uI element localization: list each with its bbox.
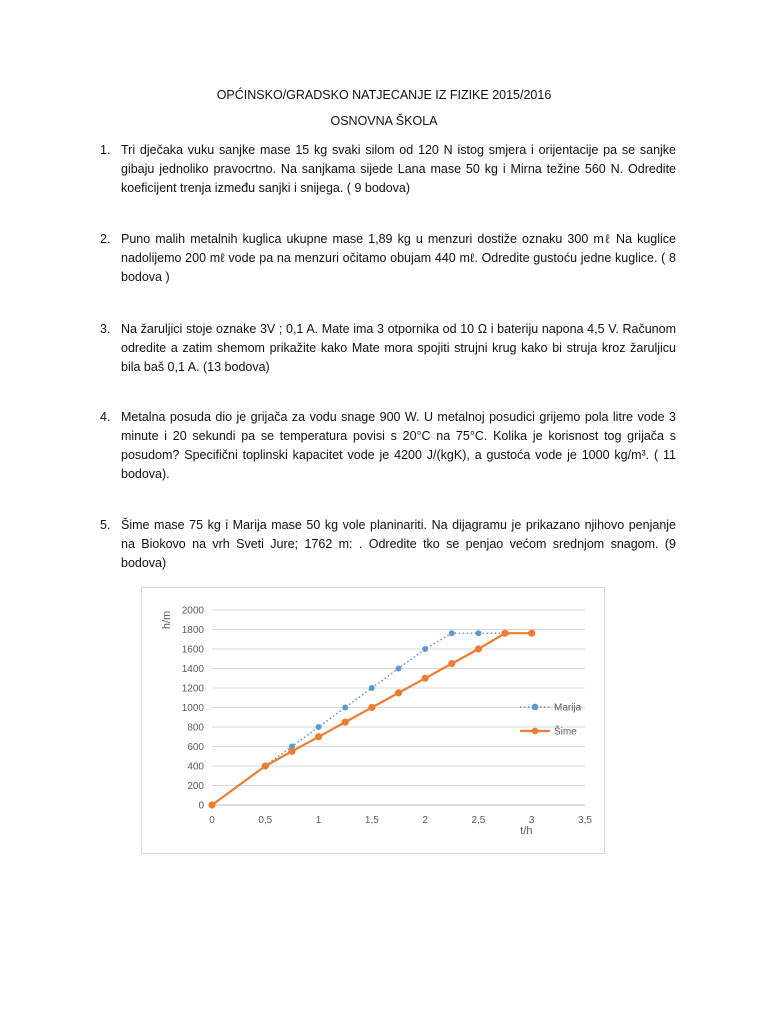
data-point bbox=[449, 630, 455, 636]
x-tick-label: 3,5 bbox=[578, 815, 592, 826]
series-line-1 bbox=[212, 633, 532, 805]
data-point bbox=[395, 689, 402, 696]
problem-number: 5. bbox=[100, 518, 111, 532]
y-tick-label: 1800 bbox=[181, 625, 204, 636]
y-tick-label: 200 bbox=[187, 781, 204, 792]
x-tick-label: 2,5 bbox=[471, 815, 486, 826]
document-subtitle: OSNOVNA ŠKOLA bbox=[330, 114, 438, 128]
y-axis-label: h/m bbox=[161, 610, 173, 630]
data-point bbox=[368, 704, 375, 711]
problem-number: 3. bbox=[100, 322, 111, 336]
x-tick-label: 3 bbox=[528, 815, 535, 826]
y-tick-label: 0 bbox=[198, 800, 204, 812]
data-point bbox=[342, 705, 348, 711]
problem-3 bbox=[100, 320, 676, 377]
y-tick-label: 800 bbox=[187, 722, 204, 734]
y-tick-label: 1400 bbox=[181, 664, 204, 675]
data-point bbox=[475, 645, 482, 652]
legend-swatch-marker bbox=[532, 704, 539, 711]
problem-4 bbox=[100, 408, 676, 484]
legend-swatch-marker bbox=[532, 728, 539, 735]
y-tick-label: 1000 bbox=[181, 703, 204, 714]
y-tick-label: 400 bbox=[187, 761, 204, 773]
height-time-chart bbox=[141, 587, 605, 854]
legend-label: Marija bbox=[554, 702, 582, 714]
x-tick-label: 1,5 bbox=[364, 815, 379, 826]
problem-number: 1. bbox=[100, 143, 111, 157]
data-point bbox=[501, 630, 508, 637]
legend-label: Šime bbox=[554, 726, 577, 738]
y-tick-label: 600 bbox=[187, 742, 204, 753]
y-tick-label: 1200 bbox=[181, 683, 204, 695]
x-axis-label: t/h bbox=[520, 825, 533, 837]
data-point bbox=[475, 630, 481, 636]
data-point bbox=[369, 685, 375, 691]
data-point bbox=[342, 719, 349, 726]
y-tick-label: 1600 bbox=[181, 644, 204, 656]
problem-text: Šime mase 75 kg i Marija mase 50 kg vole planinariti. Na dijagramu je prikazano njihovo penjanje na Biokovo na vrh Sveti Jure; 1762 m: . Odredite tko se penjao većom srednjom snagom. (9 bodova) bbox=[121, 518, 676, 570]
document-title: OPĆINSKO/GRADSKO NATJECANJE IZ FIZIKE 2015/2016 bbox=[216, 88, 552, 102]
x-tick-label: 0,5 bbox=[258, 815, 273, 826]
data-point bbox=[316, 724, 322, 730]
problem-text: Puno malih metalnih kuglica ukupne mase 1,89 kg u menzuri dostiže oznaku 300 mℓ Na kuglice nadolijemo 200 mℓ vode pa na menzuri očitamo obujam 440 mℓ. Odredite gustoću jedne kuglice. ( 8 bodova ) bbox=[121, 232, 676, 284]
problem-text: Na žaruljici stoje oznake 3V ; 0,1 A. Mate ima 3 otpornika od 10 Ω i bateriju napona 4,5 V. Računom odredite a zatim shemom prikažite kako Mate mora spojiti strujni krug kako bi struja kroz žaruljicu bila baš 0,1 A. (13 bodova) bbox=[121, 322, 676, 374]
data-point bbox=[448, 660, 455, 667]
problem-5 bbox=[100, 516, 676, 573]
data-point bbox=[422, 675, 429, 682]
problem-number: 4. bbox=[100, 410, 111, 424]
data-point bbox=[396, 666, 402, 672]
problem-number: 2. bbox=[100, 232, 111, 246]
x-tick-label: 2 bbox=[422, 815, 428, 826]
y-tick-label: 2000 bbox=[181, 605, 204, 617]
data-point bbox=[262, 762, 269, 769]
chart-svg bbox=[142, 588, 604, 853]
problem-text: Tri dječaka vuku sanjke mase 15 kg svaki silom od 120 N istog smjera i orijentacije pa se sanjke gibaju jednoliko pravocrtno. Na sanjkama sijede Lana mase 50 kg i Mirna težine 560 N. Odredite koeficijent trenja između sanjki i snijega. ( 9 bodova) bbox=[121, 143, 676, 195]
data-point bbox=[315, 733, 322, 740]
x-tick-label: 0 bbox=[209, 815, 215, 826]
data-point bbox=[422, 646, 428, 652]
data-point bbox=[288, 748, 295, 755]
data-point bbox=[528, 630, 535, 637]
x-tick-label: 1 bbox=[315, 815, 322, 826]
problem-1 bbox=[100, 141, 676, 198]
problem-2 bbox=[100, 230, 676, 287]
data-point bbox=[208, 801, 215, 808]
problem-text: Metalna posuda dio je grijača za vodu snage 900 W. U metalnoj posudici grijemo pola litre vode 3 minute i 20 sekundi pa se temperatura povisi s 20°C na 75°C. Kolika je korisnost tog grijača s posudom? Specifični toplinski kapacitet vode je 4200 J/(kgK), a gustoća vode je 1000 kg/m³. ( 11 bodova). bbox=[121, 410, 676, 481]
